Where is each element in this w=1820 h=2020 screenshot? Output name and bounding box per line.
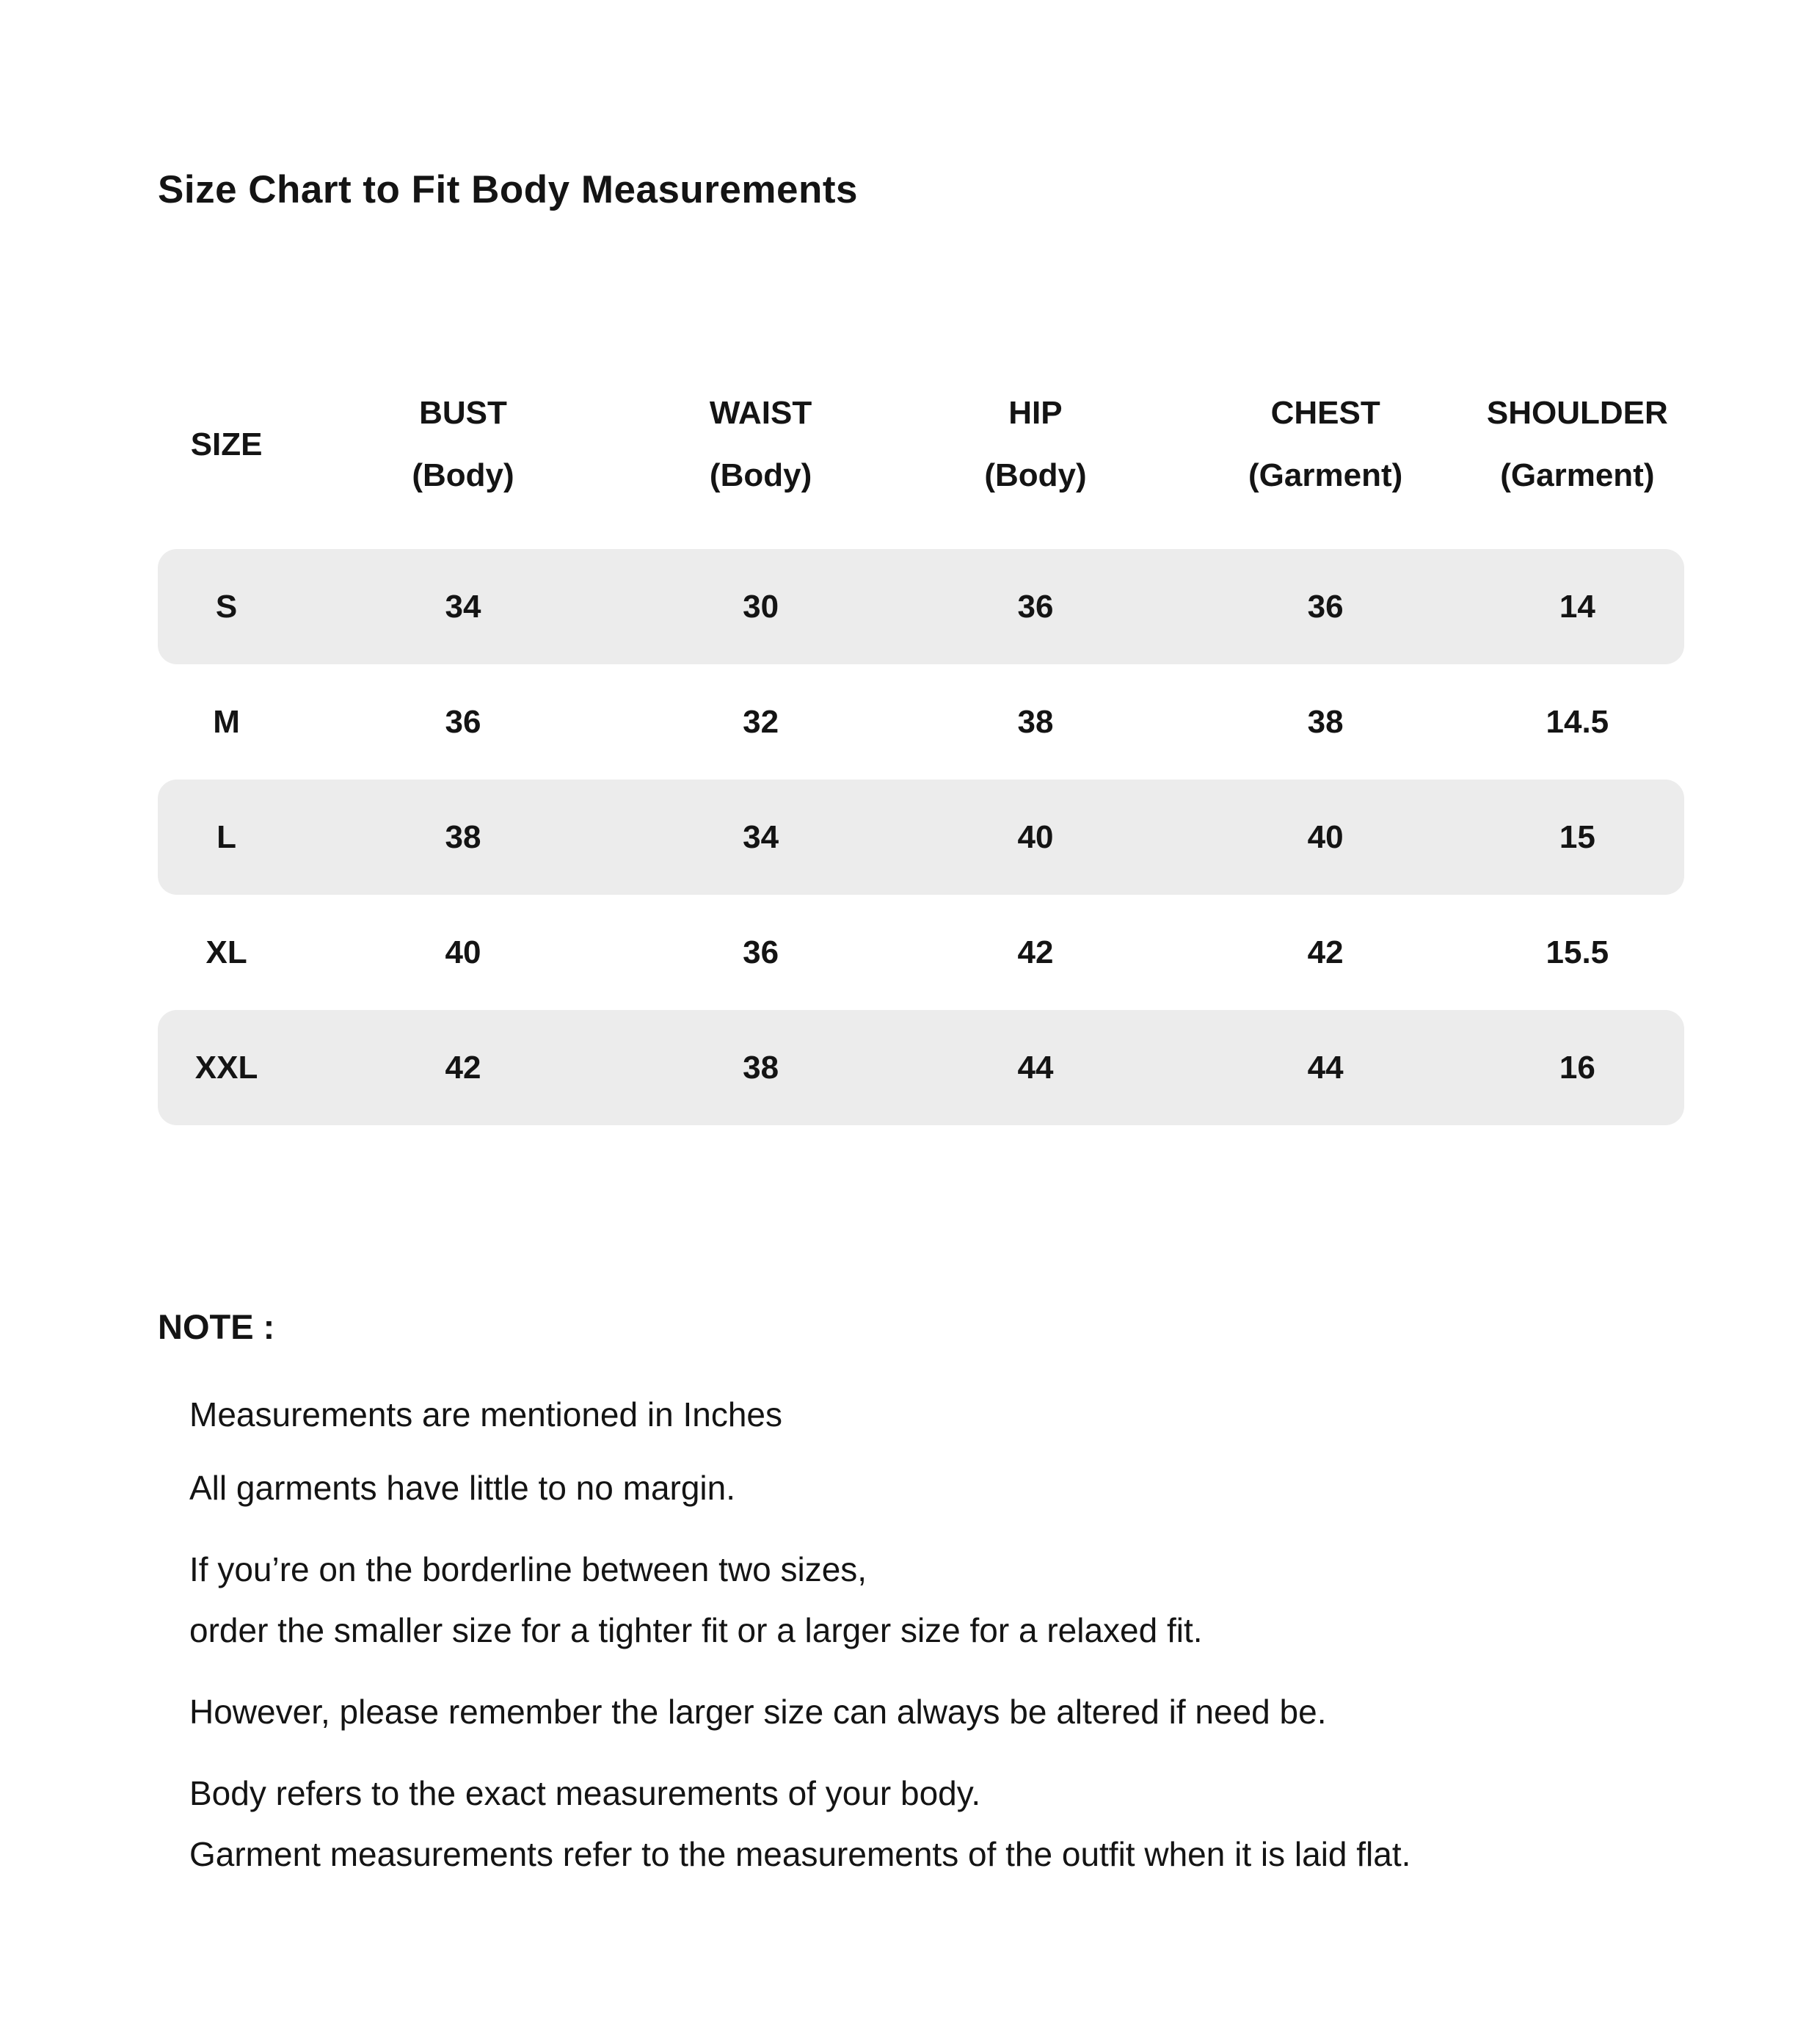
size-cell: XXL (194, 1049, 258, 1086)
chest-cell: 44 (1307, 1049, 1344, 1086)
waist-cell: 34 (743, 818, 779, 855)
note-line: If you’re on the borderline between two sizes, (189, 1550, 867, 1588)
column-label: HIP (1008, 395, 1063, 431)
bust-cell: 38 (445, 818, 481, 855)
note-heading: NOTE : (158, 1307, 275, 1346)
column-label: SHOULDER (1486, 395, 1668, 431)
chest-cell: 42 (1307, 934, 1344, 970)
column-header-chest (1181, 371, 1471, 517)
hip-cell: 36 (1017, 588, 1054, 625)
table-row-s (158, 549, 1684, 664)
size-cell: M (213, 703, 240, 740)
column-sublabel: (Body) (984, 457, 1087, 493)
note-line: Measurements are mentioned in Inches (189, 1395, 782, 1434)
hip-cell: 42 (1017, 934, 1054, 970)
column-sublabel: (Body) (412, 457, 514, 493)
hip-cell: 38 (1017, 703, 1054, 740)
column-header-hip (890, 371, 1180, 517)
size-cell: S (215, 588, 238, 625)
size-cell: L (216, 818, 237, 855)
column-label: CHEST (1270, 395, 1380, 431)
bust-cell: 34 (445, 588, 481, 625)
page-title: Size Chart to Fit Body Measurements (158, 168, 859, 211)
note-paragraph (189, 1458, 1758, 1519)
note-line: Body refers to the exact measurements of your body. (189, 1774, 981, 1812)
column-sublabel: (Garment) (1500, 457, 1655, 493)
bust-cell: 42 (445, 1049, 481, 1086)
column-header-bust (295, 371, 631, 517)
hip-cell: 44 (1017, 1049, 1054, 1086)
column-sublabel: (Body) (709, 457, 812, 493)
shoulder-cell: 14.5 (1546, 703, 1609, 740)
table-row-l (158, 780, 1684, 895)
column-label: WAIST (709, 395, 812, 431)
note-line: However, please remember the larger size can always be altered if need be. (189, 1693, 1327, 1731)
note-paragraph (189, 1384, 1758, 1445)
table-row-xxl (158, 1010, 1684, 1125)
chest-cell: 38 (1307, 703, 1344, 740)
waist-cell: 32 (743, 703, 779, 740)
waist-cell: 36 (743, 934, 779, 970)
waist-cell: 38 (743, 1049, 779, 1086)
shoulder-cell: 16 (1559, 1049, 1595, 1086)
bust-cell: 40 (445, 934, 481, 970)
hip-cell: 40 (1017, 818, 1054, 855)
shoulder-cell: 15 (1559, 818, 1595, 855)
note-line: All garments have little to no margin. (189, 1469, 736, 1507)
note-paragraph (189, 1682, 1758, 1743)
column-header-size (158, 371, 295, 517)
note-paragraph (189, 1763, 1758, 1885)
column-sublabel: (Garment) (1248, 457, 1403, 493)
bust-cell: 36 (445, 703, 481, 740)
note-paragraph (189, 1539, 1758, 1661)
table-row-m (158, 664, 1684, 780)
column-label: SIZE (190, 426, 263, 462)
note-body (189, 1384, 1758, 1885)
column-header-waist (631, 371, 891, 517)
waist-cell: 30 (743, 588, 779, 625)
note-line: Garment measurements refer to the measurements of the outfit when it is laid flat. (189, 1835, 1411, 1873)
shoulder-cell: 15.5 (1546, 934, 1609, 970)
note-section (158, 1307, 1758, 1885)
note-line: order the smaller size for a tighter fit or a larger size for a relaxed fit. (189, 1611, 1203, 1649)
column-header-shoulder (1471, 371, 1684, 517)
chest-cell: 40 (1307, 818, 1344, 855)
table-row-xl (158, 895, 1684, 1010)
shoulder-cell: 14 (1559, 588, 1595, 625)
table-header-row (158, 371, 1684, 517)
chest-cell: 36 (1307, 588, 1344, 625)
size-cell: XL (205, 934, 247, 970)
size-table (158, 371, 1684, 1125)
column-label: BUST (419, 395, 507, 431)
